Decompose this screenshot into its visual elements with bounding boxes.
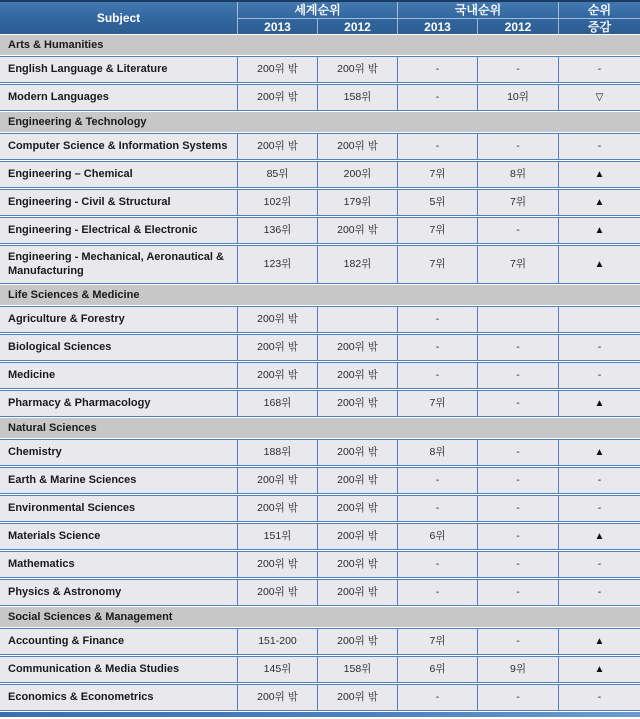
subject-cell: Engineering - Mechanical, Aeronautical & Manufacturing — [8, 251, 224, 277]
domestic-rank-2012-cell: - — [477, 496, 558, 521]
table-row — [0, 628, 640, 655]
domestic-rank-2013-cell: 7위 — [397, 391, 477, 416]
domestic-rank-2013-cell: - — [397, 307, 477, 332]
world-rank-2013-cell: 151위 — [237, 524, 317, 549]
section-band — [0, 607, 640, 627]
rank-change-cell: ▲ — [558, 440, 640, 465]
table-row — [0, 133, 640, 160]
domestic-rank-2013-cell: 7위 — [397, 162, 477, 187]
domestic-rank-2013-cell: - — [397, 685, 477, 710]
rank-change-cell: - — [558, 552, 640, 577]
column-header-subject: Subject — [96, 11, 141, 25]
world-rank-2012-cell: 200위 밖 — [317, 685, 397, 710]
world-rank-2012-cell: 179위 — [317, 190, 397, 215]
rank-change-cell: - — [558, 468, 640, 493]
domestic-rank-2012-cell: 7위 — [477, 246, 558, 283]
rank-change-cell: - — [558, 335, 640, 360]
subject-cell: Medicine — [8, 368, 56, 381]
subject-cell: Engineering - Civil & Structural — [8, 195, 171, 208]
world-rank-2013-cell: 200위 밖 — [237, 335, 317, 360]
domestic-rank-2013-cell: - — [397, 85, 477, 110]
rank-change-cell: ▲ — [558, 391, 640, 416]
section-title: Social Sciences & Management — [8, 611, 173, 623]
world-rank-2012-cell: 200위 밖 — [317, 580, 397, 605]
world-rank-2013-cell: 200위 밖 — [237, 552, 317, 577]
rank-change-cell: ▲ — [558, 190, 640, 215]
subject-cell: Accounting & Finance — [8, 634, 125, 647]
world-rank-2012-cell: 200위 밖 — [317, 391, 397, 416]
world-rank-2012-cell: 200위 밖 — [317, 335, 397, 360]
rank-change-cell — [558, 307, 640, 332]
table-row — [0, 334, 640, 361]
table-row — [0, 217, 640, 244]
world-rank-2012-cell: 200위 밖 — [317, 496, 397, 521]
section-band — [0, 418, 640, 438]
domestic-rank-2013-cell: - — [397, 580, 477, 605]
world-rank-2013-cell: 151-200 — [237, 629, 317, 654]
section-title: Natural Sciences — [8, 422, 97, 434]
table-body — [0, 34, 640, 712]
domestic-rank-2012-cell: 7위 — [477, 190, 558, 215]
subject-cell: Chemistry — [8, 445, 62, 458]
subject-cell: Pharmacy & Pharmacology — [8, 396, 151, 409]
table-row — [0, 189, 640, 216]
world-rank-2013-cell: 200위 밖 — [237, 496, 317, 521]
table-row — [0, 551, 640, 578]
table-row — [0, 579, 640, 606]
world-rank-2013-cell: 145위 — [237, 657, 317, 682]
domestic-rank-2013-cell: 7위 — [397, 218, 477, 243]
table-row — [0, 684, 640, 711]
world-rank-2012-cell: 200위 밖 — [317, 134, 397, 159]
table-row — [0, 390, 640, 417]
domestic-rank-2013-cell: 8위 — [397, 440, 477, 465]
world-rank-2012-cell — [317, 307, 397, 332]
section-title: Life Sciences & Medicine — [8, 289, 140, 301]
world-rank-2012-cell: 182위 — [317, 246, 397, 283]
world-rank-2013-cell: 200위 밖 — [237, 685, 317, 710]
rank-change-cell: ▲ — [558, 629, 640, 654]
table-row — [0, 84, 640, 111]
table-row — [0, 495, 640, 522]
subject-cell: Mathematics — [8, 557, 75, 570]
domestic-rank-2012-cell: - — [477, 685, 558, 710]
table-row — [0, 439, 640, 466]
world-rank-2013-cell: 200위 밖 — [237, 57, 317, 82]
domestic-rank-2012-cell: - — [477, 391, 558, 416]
world-rank-2012-cell: 200위 밖 — [317, 57, 397, 82]
rank-change-cell: ▲ — [558, 246, 640, 283]
table-bottom-border — [0, 712, 640, 717]
world-rank-2012-cell: 200위 밖 — [317, 629, 397, 654]
rank-change-cell: - — [558, 580, 640, 605]
column-header-domestic-2012: 2012 — [477, 18, 558, 34]
domestic-rank-2013-cell: - — [397, 57, 477, 82]
rank-change-cell: - — [558, 57, 640, 82]
domestic-rank-2012-cell: - — [477, 580, 558, 605]
rank-change-cell: ▲ — [558, 162, 640, 187]
domestic-rank-2013-cell: - — [397, 335, 477, 360]
table-row — [0, 161, 640, 188]
table-row — [0, 656, 640, 683]
domestic-rank-2013-cell: 7위 — [397, 246, 477, 283]
table-row — [0, 362, 640, 389]
rank-change-cell: ▽ — [558, 85, 640, 110]
section-title: Arts & Humanities — [8, 39, 104, 51]
world-rank-2012-cell: 200위 — [317, 162, 397, 187]
subject-cell: Economics & Econometrics — [8, 690, 154, 703]
domestic-rank-2012-cell: - — [477, 134, 558, 159]
subject-cell: Engineering – Chemical — [8, 167, 133, 180]
world-rank-2012-cell: 200위 밖 — [317, 440, 397, 465]
subject-cell: Communication & Media Studies — [8, 662, 180, 675]
world-rank-2013-cell: 168위 — [237, 391, 317, 416]
domestic-rank-2012-cell: - — [477, 468, 558, 493]
world-rank-2013-cell: 200위 밖 — [237, 468, 317, 493]
subject-cell: Engineering - Electrical & Electronic — [8, 223, 198, 236]
domestic-rank-2012-cell: - — [477, 363, 558, 388]
world-rank-2013-cell: 136위 — [237, 218, 317, 243]
column-header-rank-change-line2: 증감 — [558, 18, 640, 34]
subject-cell: English Language & Literature — [8, 62, 168, 75]
domestic-rank-2012-cell: 8위 — [477, 162, 558, 187]
domestic-rank-2012-cell: - — [477, 218, 558, 243]
world-rank-2012-cell: 200위 밖 — [317, 363, 397, 388]
column-header-rank-change-line1: 순위 — [558, 2, 640, 18]
subject-cell: Environmental Sciences — [8, 501, 136, 514]
column-header-world-2013: 2013 — [237, 18, 317, 34]
rank-change-cell: - — [558, 134, 640, 159]
column-header-domestic-rank-group: 국내순위 — [397, 2, 558, 18]
subject-cell: Agriculture & Forestry — [8, 312, 125, 325]
world-rank-2013-cell: 200위 밖 — [237, 134, 317, 159]
domestic-rank-2013-cell: 5위 — [397, 190, 477, 215]
domestic-rank-2012-cell: 10위 — [477, 85, 558, 110]
table-row — [0, 306, 640, 333]
table-row — [0, 245, 640, 284]
domestic-rank-2013-cell: - — [397, 468, 477, 493]
domestic-rank-2012-cell: - — [477, 335, 558, 360]
domestic-rank-2012-cell: - — [477, 552, 558, 577]
column-header-world-rank-group: 세계순위 — [237, 2, 397, 18]
domestic-rank-2012-cell: - — [477, 57, 558, 82]
world-rank-2012-cell: 200위 밖 — [317, 468, 397, 493]
domestic-rank-2012-cell: 9위 — [477, 657, 558, 682]
world-rank-2013-cell: 102위 — [237, 190, 317, 215]
table-row — [0, 56, 640, 83]
subject-cell: Computer Science & Information Systems — [8, 139, 228, 152]
rank-change-cell: ▲ — [558, 657, 640, 682]
domestic-rank-2013-cell: 6위 — [397, 524, 477, 549]
domestic-rank-2013-cell: - — [397, 496, 477, 521]
world-rank-2013-cell: 123위 — [237, 246, 317, 283]
section-title: Engineering & Technology — [8, 116, 147, 128]
subject-cell: Physics & Astronomy — [8, 585, 122, 598]
domestic-rank-2012-cell: - — [477, 440, 558, 465]
domestic-rank-2012-cell: - — [477, 629, 558, 654]
rank-change-cell: - — [558, 496, 640, 521]
section-band — [0, 285, 640, 305]
world-rank-2012-cell: 200위 밖 — [317, 524, 397, 549]
section-band — [0, 112, 640, 132]
table-row — [0, 467, 640, 494]
subject-cell: Earth & Marine Sciences — [8, 473, 137, 486]
world-rank-2013-cell: 200위 밖 — [237, 363, 317, 388]
domestic-rank-2013-cell: - — [397, 363, 477, 388]
domestic-rank-2013-cell: - — [397, 552, 477, 577]
world-rank-2013-cell: 200위 밖 — [237, 307, 317, 332]
subject-cell: Biological Sciences — [8, 340, 112, 353]
world-rank-2012-cell: 158위 — [317, 85, 397, 110]
column-header-world-2012: 2012 — [317, 18, 397, 34]
rank-change-cell: ▲ — [558, 524, 640, 549]
domestic-rank-2012-cell — [477, 307, 558, 332]
world-rank-2013-cell: 200위 밖 — [237, 580, 317, 605]
world-rank-2012-cell: 200위 밖 — [317, 218, 397, 243]
rank-change-cell: - — [558, 363, 640, 388]
column-header-domestic-2013: 2013 — [397, 18, 477, 34]
section-band — [0, 35, 640, 55]
world-rank-2012-cell: 158위 — [317, 657, 397, 682]
world-rank-2013-cell: 200위 밖 — [237, 85, 317, 110]
domestic-rank-2013-cell: 6위 — [397, 657, 477, 682]
subject-cell: Modern Languages — [8, 90, 109, 103]
subject-cell: Materials Science — [8, 529, 101, 542]
table-header — [0, 0, 640, 34]
world-rank-2012-cell: 200위 밖 — [317, 552, 397, 577]
rank-change-cell: ▲ — [558, 218, 640, 243]
table-row — [0, 523, 640, 550]
domestic-rank-2012-cell: - — [477, 524, 558, 549]
domestic-rank-2013-cell: 7위 — [397, 629, 477, 654]
world-rank-2013-cell: 188위 — [237, 440, 317, 465]
rank-change-cell: - — [558, 685, 640, 710]
domestic-rank-2013-cell: - — [397, 134, 477, 159]
world-rank-2013-cell: 85위 — [237, 162, 317, 187]
